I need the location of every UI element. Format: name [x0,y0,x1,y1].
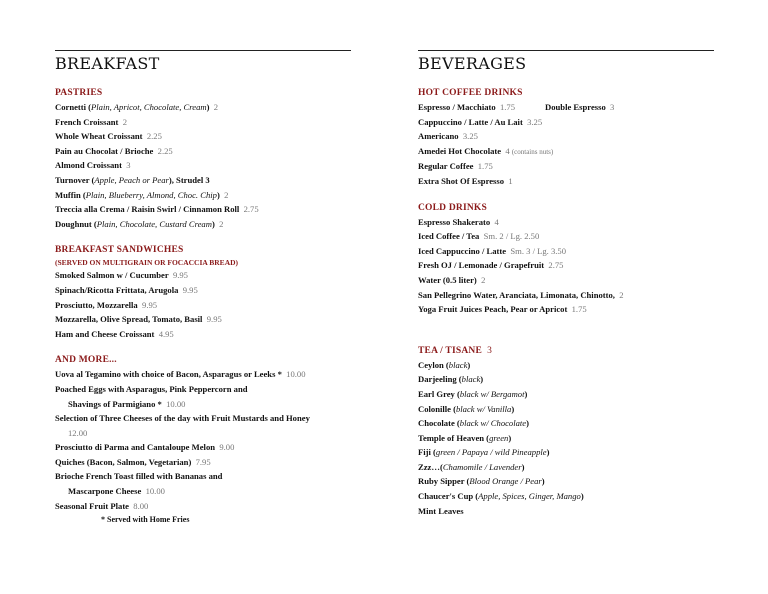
item-tail: ) [524,388,528,399]
item-tail: ) [541,476,545,487]
item-price: 9.95 [142,299,158,310]
item-name: Spinach/Ricotta Frittata, Arugola [55,284,179,295]
cold-drinks-section [418,202,714,317]
item-tail: ), Strudel 3 [168,174,210,185]
item-name: Whole Wheat Croissant [55,131,143,142]
item-price: 2.25 [146,131,162,142]
menu-item [418,460,714,475]
top-rule [418,50,714,51]
menu-item: Shavings of Parmigiano * 10.00 [68,398,186,409]
item-price: 2.75 [243,204,259,215]
tea-list [418,358,714,519]
item-price: 2 [122,116,128,127]
item-description: Plain, Chocolate, Custard Cream [96,218,212,229]
menu-item: Regular Coffee 1.75 [418,161,493,172]
menu-item [55,129,351,144]
item-name: Doughnut ( [55,218,97,229]
menu-item: 12.00 [68,427,88,438]
more-section [55,354,351,528]
item-description: Chamomile / Lavender [442,461,522,472]
menu-item: Iced Cappuccino / Latte Sm. 3 / Lg. 3.50 [418,245,567,256]
item-name: Colonille ( [418,403,456,414]
item-price: 2 [224,189,229,200]
menu-item [418,474,714,489]
menu-item [55,173,351,188]
item-name: Mozzarella, Olive Spread, Tomato, Basil [55,314,203,325]
item-price: 2 [213,102,219,112]
item-price: 9.95 [182,284,198,295]
item-tail: ) [526,418,529,429]
menu-item: Selection of Three Cheeses of the day with Fruit Mustards and Honey [55,413,310,424]
menu-item: Espresso / Macchiato 1.75 Double Espresso 3 [418,102,615,112]
sandwiches-list [55,268,351,341]
cold-drinks-title: COLD DRINKS [418,202,487,213]
menu-item [55,327,351,342]
pastries-section [55,87,351,231]
item-name: Ceylon ( [418,359,449,370]
item-name: Earl Grey ( [418,388,460,399]
pastries-title: PASTRIES [55,88,103,98]
item-price: 2.25 [157,145,173,156]
menu-item [418,402,714,417]
menu-item: Espresso Shakerato 4 [418,216,499,227]
item-name: Ham and Cheese Croissant [55,328,155,339]
menu-item [55,188,351,203]
item-description: Blood Orange / Pear [469,476,542,487]
item-tail: ) [467,359,471,370]
menu-item [55,268,351,283]
item-name: French Croissant [55,116,119,127]
item-tail: ) [216,189,220,200]
menu-item [55,144,351,159]
item-description: green [489,432,509,443]
beverages-heading: BEVERAGES [418,54,527,73]
item-name: Smoked Salmon w / Cucumber [55,270,169,281]
item-tail: ) [480,374,484,385]
item-name: Prosciutto, Mozzarella [55,299,138,310]
breakfast-column [55,50,351,528]
menu-item [418,445,714,460]
menu-item [418,416,714,431]
item-description: Plain, Apricot, Chocolate, Cream [91,102,207,112]
item-name: Temple of Heaven ( [418,432,490,443]
item-description: Plain, Blueberry, Almond, Choc. Chip [85,189,217,200]
menu-item: Uova al Tegamino with choice of Bacon, Asparagus or Leeks * 10.00 [55,369,306,380]
menu-item [418,387,714,402]
item-name: Mint Leaves [418,505,464,516]
pastries-list [55,100,351,231]
item-name: Fiji ( [418,447,436,458]
menu-item [418,489,714,504]
breakfast-heading: BREAKFAST [55,54,160,73]
item-description: black [461,374,481,385]
menu-item [55,202,351,217]
menu-item: Brioche French Toast filled with Bananas and [55,471,223,482]
menu-item: Yoga Fruit Juices Peach, Pear or Apricot 1.75 [418,304,587,315]
menu-item [55,298,351,313]
item-tail: ) [211,218,215,229]
item-name: Chocolate ( [418,418,460,429]
beverages-column [418,50,714,518]
item-name: Pain au Chocolat / Brioche [55,145,154,156]
menu-item: Americano 3.25 [418,131,478,142]
top-rule [55,50,351,51]
menu-item [55,217,351,232]
menu-item: Mascarpone Cheese 10.00 [68,486,165,497]
menu-item: Amedei Hot Chocolate 4 (contains nuts) [418,145,554,156]
item-price: 3 [126,160,131,171]
sandwiches-section [55,244,351,341]
item-name: Almond Croissant [55,160,122,171]
hot-drinks-section [418,87,714,189]
menu-item [55,312,351,327]
menu-item: San Pellegrino Water, Aranciata, Limonata, Chinotto, 2 [418,289,624,300]
item-name: Zzz…( [418,461,443,472]
item-tail: ) [511,403,515,414]
menu-item: Fresh OJ / Lemonade / Grapefruit 2.75 [418,260,564,271]
menu-item [418,358,714,373]
item-price: 4.95 [158,328,174,339]
item-price: 9.95 [172,270,188,281]
menu-item: Water (0.5 liter) 2 [418,274,486,285]
home-fries-note: * Served with Home Fries [101,515,190,525]
item-price: 2 [219,218,224,229]
item-description: black [448,359,468,370]
menu-item [418,431,714,446]
menu-item: Extra Shot Of Espresso 1 [418,175,513,186]
menu-item: Prosciutto di Parma and Cantaloupe Melon 9.00 [55,442,235,453]
menu-item [55,115,351,130]
menu-item [55,100,351,115]
item-name: Turnover ( [55,174,95,185]
item-tail: ) [521,461,525,472]
item-description: black w/ Chocolate [459,418,527,429]
item-description: Apple, Peach or Pear [94,174,169,185]
item-price: 9.95 [206,314,222,325]
item-name: Cornetti ( [55,102,92,112]
menu-item [418,504,714,519]
item-tail: ) [580,491,584,502]
menu-item: Seasonal Fruit Plate 8.00 [55,500,149,511]
item-tail: ) [508,432,512,443]
menu-item [418,372,714,387]
sandwiches-subtitle: (SERVED ON MULTIGRAIN OR FOCACCIA BREAD) [55,258,239,268]
menu-item [55,283,351,298]
item-description: black w/ Vanilla [455,403,512,414]
hot-drinks-title: HOT COFFEE DRINKS [418,88,523,98]
item-tail: ) [546,447,550,458]
more-title: AND MORE... [55,355,117,366]
item-description: Apple, Spices, Ginger, Mango [478,491,581,502]
tea-title: TEA / TISANE 3 [418,345,493,356]
sandwiches-title: BREAKFAST SANDWICHES [55,245,184,256]
menu-item [55,158,351,173]
item-name: Chaucer's Cup ( [418,491,479,502]
item-description: green / Papaya / wild Pineapple [435,447,547,458]
item-tail: ) [206,102,210,112]
item-name: Muffin ( [55,189,86,200]
item-description: black w/ Bergamot [459,388,525,399]
menu-item: Iced Coffee / Tea Sm. 2 / Lg. 2.50 [418,231,540,242]
menu-item: Quiches (Bacon, Salmon, Vegetarian) 7.95 [55,456,211,467]
menu-item: Poached Eggs with Asparagus, Pink Peppercorn and [55,383,248,394]
menu-item: Cappuccino / Latte / Au Lait 3.25 [418,116,543,127]
item-name: Darjeeling ( [418,374,462,385]
item-name: Ruby Sipper ( [418,476,470,487]
item-name: Treccia alla Crema / Raisin Swirl / Cinnamon Roll [55,204,240,215]
tea-section [418,345,714,519]
